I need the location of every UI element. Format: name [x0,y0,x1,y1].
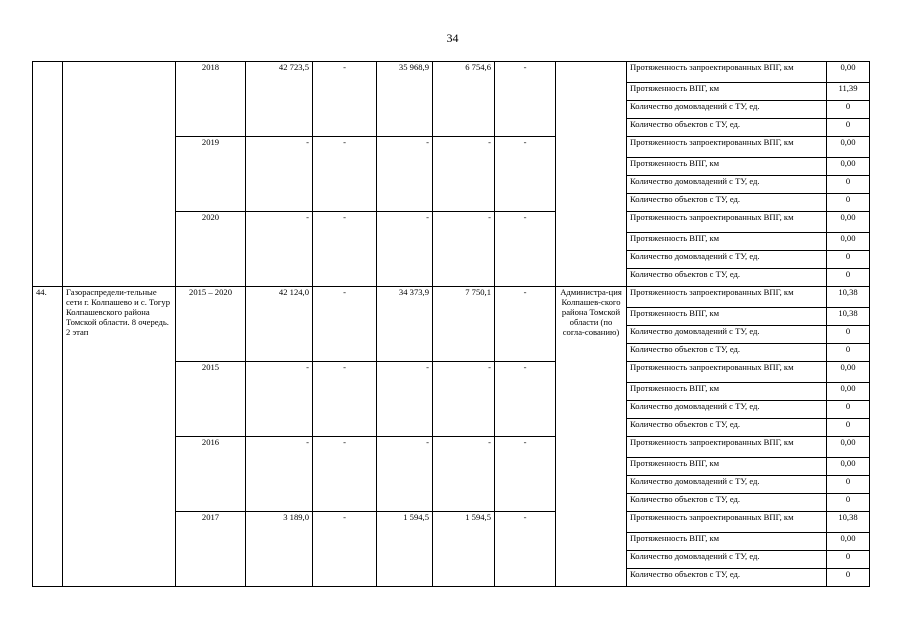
indicator-value: 0,00 [827,212,870,233]
indicator-value: 0 [827,569,870,587]
indicator-name: Количество домовладений с ТУ, ед. [627,401,827,419]
federal-cell: - [313,287,377,362]
indicator-name: Количество домовладений с ТУ, ед. [627,251,827,269]
total-cell: 42 723,5 [246,62,313,137]
indicator-value: 0,00 [827,233,870,251]
other-cell: - [495,362,556,437]
table-row [33,62,870,83]
federal-cell: - [313,62,377,137]
indicator-value: 0,00 [827,533,870,551]
indicator-name: Протяженность ВПГ, км [627,308,827,326]
municipal-cell: 7 750,1 [433,287,495,362]
federal-cell: - [313,362,377,437]
indicator-value: 0 [827,494,870,512]
indicator-name: Протяженность ВПГ, км [627,158,827,176]
indicator-value: 11,39 [827,83,870,101]
indicator-value: 0 [827,551,870,569]
total-cell: - [246,362,313,437]
other-cell: - [495,512,556,587]
municipal-cell: - [433,362,495,437]
indicator-name: Протяженность запроектированных ВПГ, км [627,287,827,308]
indicator-value: 0,00 [827,62,870,83]
indicator-value: 0 [827,326,870,344]
year-cell: 2020 [176,212,246,287]
federal-cell: - [313,212,377,287]
regional-cell: - [377,437,433,512]
municipal-cell: - [433,137,495,212]
indicator-name: Протяженность ВПГ, км [627,458,827,476]
indicator-name: Количество домовладений с ТУ, ед. [627,551,827,569]
total-cell: - [246,437,313,512]
index-cell: 44. [33,287,63,587]
indicator-value: 10,38 [827,287,870,308]
indicator-name: Протяженность ВПГ, км [627,533,827,551]
indicator-name: Количество домовладений с ТУ, ед. [627,476,827,494]
indicator-name: Количество домовладений с ТУ, ед. [627,176,827,194]
indicator-name: Протяженность ВПГ, км [627,233,827,251]
indicator-value: 0,00 [827,158,870,176]
municipal-cell: - [433,212,495,287]
indicator-value: 0 [827,194,870,212]
name-cell: Газораспредели-тельные сети г. Колпашево и с. Тогур Колпашевского района Томской области. 8 очередь. 2 этап [63,287,176,587]
other-cell: - [495,287,556,362]
indicator-name: Протяженность ВПГ, км [627,83,827,101]
total-cell: 42 124,0 [246,287,313,362]
index-cell [33,62,63,287]
indicator-value: 0,00 [827,362,870,383]
indicator-name: Протяженность запроектированных ВПГ, км [627,437,827,458]
indicator-value: 0 [827,419,870,437]
indicator-name: Протяженность ВПГ, км [627,383,827,401]
indicator-name: Количество объектов с ТУ, ед. [627,344,827,362]
organization-cell [556,62,627,287]
indicator-name: Количество объектов с ТУ, ед. [627,569,827,587]
indicator-value: 0 [827,101,870,119]
other-cell: - [495,212,556,287]
table-row [33,287,870,308]
indicator-value: 0 [827,344,870,362]
indicator-name: Количество объектов с ТУ, ед. [627,269,827,287]
other-cell: - [495,137,556,212]
page-number: 34 [446,31,459,45]
name-cell [63,62,176,287]
regional-cell: - [377,362,433,437]
regional-cell: - [377,137,433,212]
regional-cell: - [377,212,433,287]
federal-cell: - [313,137,377,212]
indicator-name: Протяженность запроектированных ВПГ, км [627,512,827,533]
year-cell: 2017 [176,512,246,587]
year-cell: 2016 [176,437,246,512]
indicator-value: 0 [827,251,870,269]
municipal-cell: - [433,437,495,512]
regional-cell: 34 373,9 [377,287,433,362]
indicator-name: Протяженность запроектированных ВПГ, км [627,137,827,158]
indicator-value: 0,00 [827,458,870,476]
organization-cell: Администра-ция Колпашев-ского района Томской области (по согла-сованию) [556,287,627,587]
year-cell: 2015 [176,362,246,437]
indicator-value: 0 [827,176,870,194]
total-cell: 3 189,0 [246,512,313,587]
indicator-value: 0,00 [827,137,870,158]
program-table [32,61,870,587]
indicator-value: 0,00 [827,383,870,401]
indicator-value: 0 [827,269,870,287]
federal-cell: - [313,437,377,512]
indicator-name: Количество домовладений с ТУ, ед. [627,101,827,119]
indicator-name: Протяженность запроектированных ВПГ, км [627,62,827,83]
year-cell: 2018 [176,62,246,137]
indicator-value: 0 [827,401,870,419]
indicator-name: Количество домовладений с ТУ, ед. [627,326,827,344]
indicator-value: 0 [827,119,870,137]
indicator-name: Количество объектов с ТУ, ед. [627,194,827,212]
indicator-name: Протяженность запроектированных ВПГ, км [627,362,827,383]
total-cell: - [246,212,313,287]
indicator-name: Протяженность запроектированных ВПГ, км [627,212,827,233]
indicator-name: Количество объектов с ТУ, ед. [627,494,827,512]
federal-cell: - [313,512,377,587]
indicator-name: Количество объектов с ТУ, ед. [627,419,827,437]
indicator-value: 0 [827,476,870,494]
other-cell: - [495,437,556,512]
indicator-name: Количество объектов с ТУ, ед. [627,119,827,137]
municipal-cell: 6 754,6 [433,62,495,137]
year-cell: 2019 [176,137,246,212]
indicator-value: 0,00 [827,437,870,458]
indicator-value: 10,38 [827,512,870,533]
municipal-cell: 1 594,5 [433,512,495,587]
other-cell: - [495,62,556,137]
regional-cell: 1 594,5 [377,512,433,587]
total-cell: - [246,137,313,212]
indicator-value: 10,38 [827,308,870,326]
year-cell: 2015 – 2020 [176,287,246,362]
regional-cell: 35 968,9 [377,62,433,137]
